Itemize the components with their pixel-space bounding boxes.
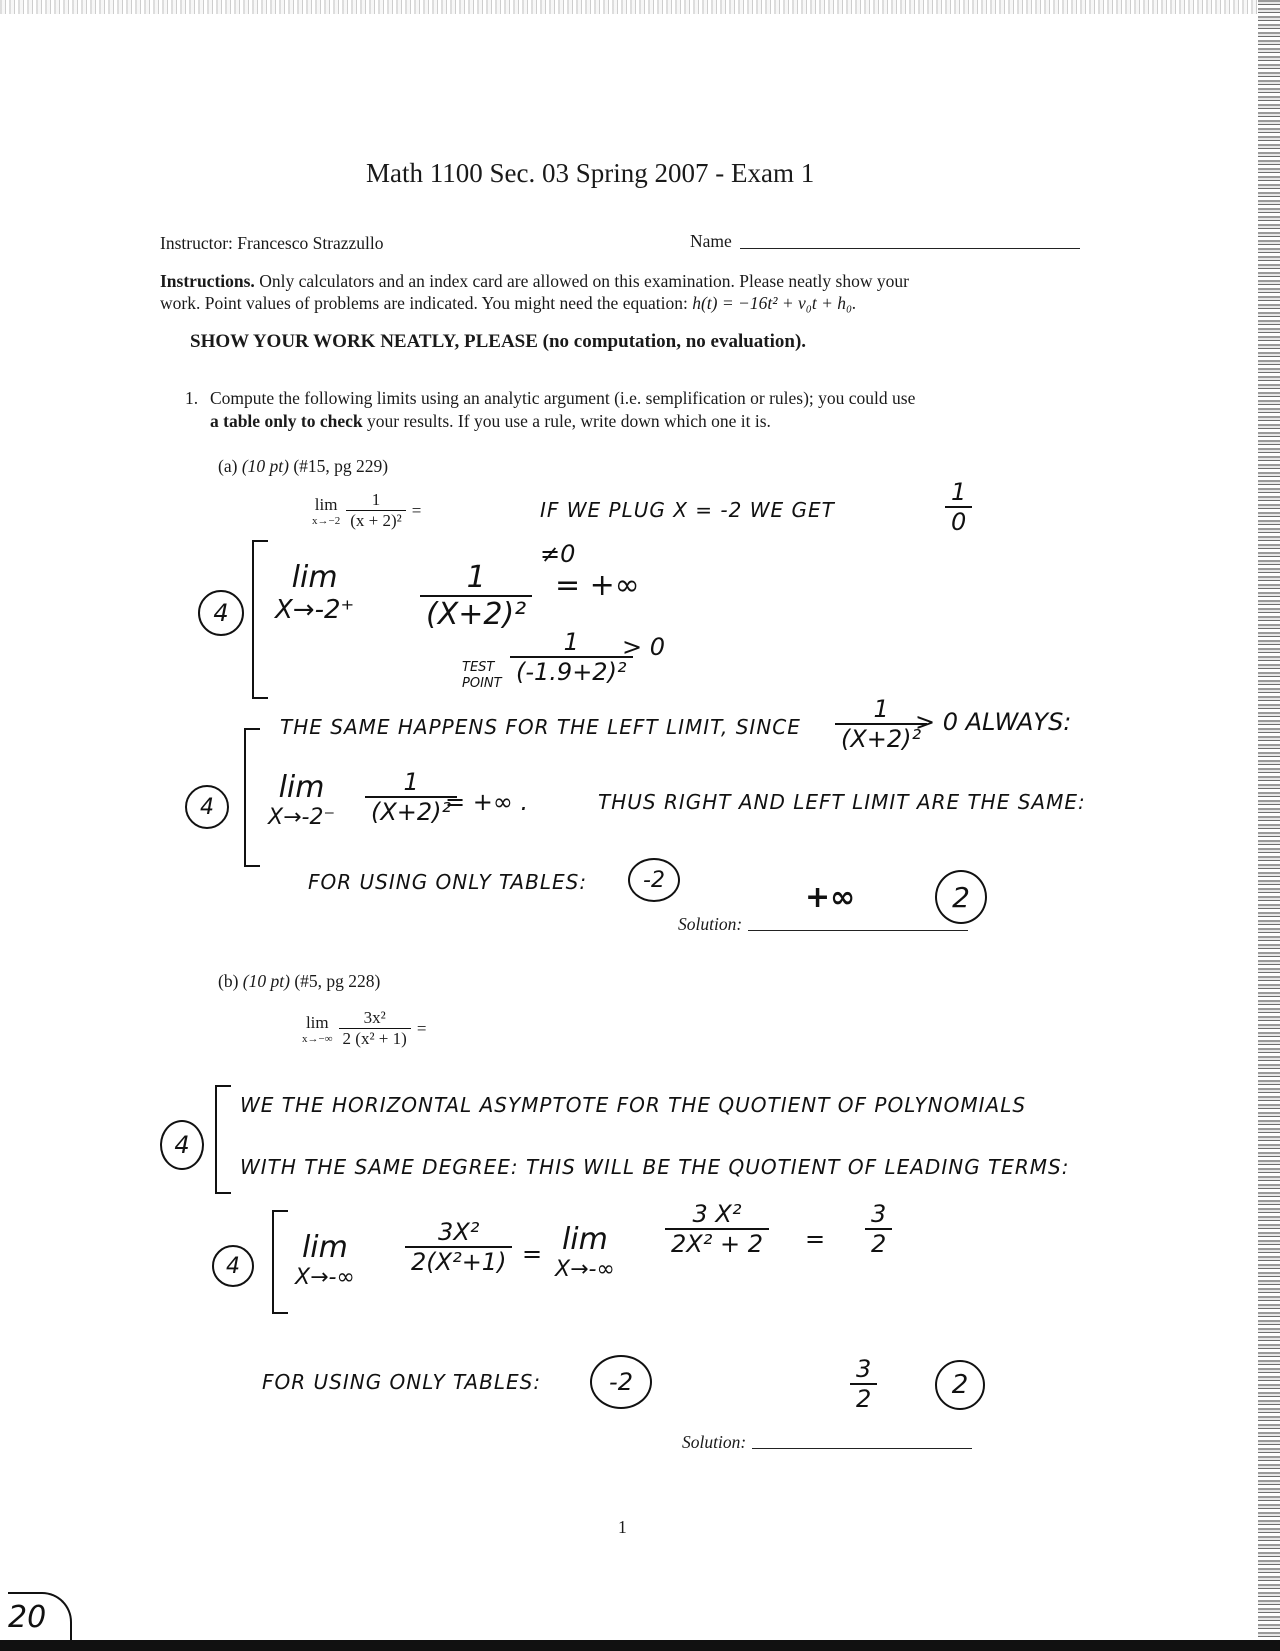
hw-a-always: > 0 ALWAYS: bbox=[915, 708, 1072, 736]
hw-a-test: TEST POINT bbox=[462, 660, 502, 691]
part-a-lim-block bbox=[312, 495, 340, 527]
part-a-lim: lim bbox=[314, 494, 338, 514]
part-a-ref: (#15, pg 229) bbox=[293, 456, 389, 476]
instructions-text1: Only calculators and an index card are allowed on this examination. Please neatly show your bbox=[259, 271, 909, 291]
hw-b-sub2: X→-∞ bbox=[555, 1257, 615, 1282]
score-circle-b2: 4 bbox=[212, 1245, 254, 1287]
hw-b-den2: 2X² + 2 bbox=[671, 1230, 763, 1258]
instructions-line1 bbox=[160, 271, 909, 292]
part-a-frac bbox=[346, 490, 406, 531]
hw-a-thus: THUS RIGHT AND LEFT LIMIT ARE THE SAME: bbox=[598, 790, 1086, 814]
part-b-solution-line bbox=[752, 1448, 972, 1449]
part-b-limit bbox=[302, 1008, 426, 1049]
hw-b-lim2: lim bbox=[561, 1222, 608, 1257]
hw-a-plug-fracbox bbox=[945, 478, 972, 536]
hw-a-eq2: = +∞ . bbox=[445, 788, 529, 816]
total-score-mark bbox=[8, 1592, 72, 1640]
score-circle-a2: 4 bbox=[185, 785, 229, 829]
part-a-points: (10 pt) bbox=[241, 456, 289, 476]
part-b-den: 2 (x² + 1) bbox=[342, 1029, 407, 1048]
part-b-header bbox=[218, 971, 380, 992]
hw-a-eq-inf: = +∞ bbox=[555, 568, 640, 603]
problem1-number: 1. bbox=[185, 388, 199, 408]
hw-a-lim: lim bbox=[291, 560, 338, 595]
part-b-frac bbox=[339, 1008, 411, 1049]
instructor-label: Instructor: Francesco Strazzullo bbox=[160, 233, 384, 253]
scan-bottom-bar bbox=[0, 1640, 1280, 1651]
exam-title: Math 1100 Sec. 03 Spring 2007 - Exam 1 bbox=[366, 158, 815, 188]
hw-b-num2: 3 X² bbox=[665, 1200, 769, 1230]
hw-a-same-num: 1 bbox=[835, 695, 927, 725]
part-b-points: (10 pt) bbox=[242, 971, 290, 991]
instructions-text2: work. Point values of problems are indicated. You might need the equation: bbox=[160, 293, 688, 313]
hw-b-ans-num: 3 bbox=[850, 1355, 877, 1385]
part-a-sub: x→−2 bbox=[312, 514, 341, 527]
hw-a-sub: X→-2⁺ bbox=[275, 595, 355, 625]
hw-a-fracbox bbox=[420, 560, 532, 632]
hw-a-plug-num: 1 bbox=[945, 478, 972, 508]
part-b-eq: = bbox=[416, 1018, 427, 1038]
show-work-bold: SHOW YOUR WORK NEATLY, PLEASE bbox=[190, 331, 538, 352]
problem1-tail: your results. If you use a rule, write down which one it is. bbox=[367, 411, 771, 431]
hw-a-same-fracbox bbox=[835, 695, 927, 753]
hw-b-fracbox1 bbox=[405, 1218, 512, 1276]
hw-a-num2: 1 bbox=[365, 768, 457, 798]
part-a-eq: = bbox=[411, 500, 422, 520]
hw-b-fracbox2 bbox=[665, 1200, 769, 1258]
penalty-circle-b: -2 bbox=[590, 1355, 652, 1409]
hw-b-lim2-block bbox=[555, 1222, 615, 1282]
problem1-line2 bbox=[210, 411, 771, 432]
hw-a-den2: (X+2)² bbox=[371, 798, 452, 826]
hw-bracket-a1 bbox=[252, 540, 268, 699]
name-label: Name bbox=[690, 231, 732, 251]
hw-b-eq1: = bbox=[522, 1240, 543, 1268]
total-score: 20 bbox=[8, 1600, 47, 1635]
hw-b-lim1: lim bbox=[301, 1230, 348, 1265]
part-b-solution-label: Solution: bbox=[682, 1432, 747, 1452]
part-b-label: (b) bbox=[218, 971, 239, 991]
hw-b-fracbox3 bbox=[865, 1200, 892, 1258]
hw-a-same-frac bbox=[835, 695, 927, 753]
hw-a-ne0: ≠0 bbox=[540, 540, 576, 568]
show-work-line bbox=[190, 331, 806, 353]
instructions-line2 bbox=[160, 293, 857, 314]
hw-b-tables: FOR USING ONLY TABLES: bbox=[262, 1370, 542, 1394]
hw-a-test-den: (-1.9+2)² bbox=[516, 658, 627, 686]
score-circle-a3: 2 bbox=[935, 870, 987, 924]
hw-a-plug: IF WE PLUG X = -2 WE GET bbox=[540, 498, 835, 522]
hw-b-frac3 bbox=[865, 1200, 892, 1258]
part-b-num: 3x² bbox=[339, 1008, 411, 1029]
hw-b-frac1 bbox=[405, 1218, 512, 1276]
hw-b-sub1: X→-∞ bbox=[295, 1265, 355, 1290]
instructions-equation: h(t) = −16t² + v₀t + h₀. bbox=[692, 293, 857, 313]
problem1-bold: a table only to check bbox=[210, 411, 363, 431]
hw-a-sub2: X→-2⁻ bbox=[268, 805, 336, 830]
hw-bracket-a2 bbox=[244, 728, 260, 867]
hw-a-test-frac bbox=[510, 628, 633, 686]
hw-b-line1: WE THE HORIZONTAL ASYMPTOTE FOR THE QUOTIENT OF POLYNOMIALS bbox=[240, 1093, 1027, 1117]
hw-b-den1: 2(X²+1) bbox=[411, 1248, 507, 1276]
scan-noise-top bbox=[0, 0, 1280, 14]
hw-a-gt0: > 0 bbox=[622, 633, 666, 661]
hw-a-fracbox2 bbox=[365, 768, 457, 826]
part-a-header bbox=[218, 456, 388, 477]
hw-b-line2: WITH THE SAME DEGREE: THIS WILL BE THE QUOTIENT OF LEADING TERMS: bbox=[240, 1155, 1070, 1179]
scan-noise-right bbox=[1258, 0, 1280, 1651]
hw-a-lim2-block bbox=[268, 770, 335, 830]
hw-a-same-den: (X+2)² bbox=[841, 725, 922, 753]
part-b-ref: (#5, pg 228) bbox=[294, 971, 381, 991]
hw-b-eq2: = bbox=[805, 1225, 826, 1253]
show-work-tail: (no computation, no evaluation). bbox=[542, 331, 807, 352]
hw-a-lim-block bbox=[275, 560, 354, 625]
part-b-lim: lim bbox=[305, 1012, 329, 1032]
problem1-line1: Compute the following limits using an analytic argument (i.e. semplification or rules); you could use bbox=[210, 388, 916, 408]
hw-a-lim2: lim bbox=[278, 770, 325, 805]
hw-b-lim1-block bbox=[295, 1230, 355, 1290]
part-a-limit bbox=[312, 490, 421, 531]
hw-a-frac bbox=[420, 560, 532, 632]
hw-b-num3: 3 bbox=[865, 1200, 892, 1230]
hw-b-answer bbox=[850, 1355, 877, 1413]
hw-b-num1: 3X² bbox=[405, 1218, 512, 1248]
hw-a-plug-den: 0 bbox=[951, 508, 967, 536]
hw-a-tables: FOR USING ONLY TABLES: bbox=[308, 870, 588, 894]
hw-a-answer: +∞ bbox=[805, 880, 856, 915]
hw-a-plug-frac bbox=[945, 478, 972, 536]
instructions-label: Instructions. bbox=[160, 271, 255, 291]
page-number: 1 bbox=[618, 1517, 627, 1537]
part-b-lim-block bbox=[302, 1013, 333, 1045]
hw-b-answer-fracbox bbox=[850, 1355, 877, 1413]
hw-b-ans-den: 2 bbox=[856, 1385, 872, 1413]
hw-a-den: (X+2)² bbox=[426, 597, 527, 632]
hw-a-same: THE SAME HAPPENS FOR THE LEFT LIMIT, SINCE bbox=[280, 715, 801, 739]
hw-bracket-b2 bbox=[272, 1210, 288, 1314]
score-circle-b3: 2 bbox=[935, 1360, 985, 1410]
hw-a-test-fracbox bbox=[510, 628, 633, 686]
hw-a-num: 1 bbox=[420, 560, 532, 597]
hw-b-den3: 2 bbox=[871, 1230, 887, 1258]
hw-bracket-b1 bbox=[215, 1085, 231, 1194]
hw-b-frac2 bbox=[665, 1200, 769, 1258]
part-b-sub: x→−∞ bbox=[302, 1032, 333, 1045]
name-line bbox=[740, 248, 1080, 249]
hw-a-test-num: 1 bbox=[510, 628, 633, 658]
part-a-solution-line bbox=[748, 930, 968, 931]
score-circle-a1: 4 bbox=[198, 590, 244, 636]
part-a-num: 1 bbox=[346, 490, 406, 511]
part-a-den: (x + 2)² bbox=[350, 511, 402, 530]
score-circle-b1: 4 bbox=[160, 1120, 204, 1170]
penalty-circle-a: -2 bbox=[628, 858, 680, 902]
part-a-label: (a) bbox=[218, 456, 238, 476]
part-a-solution-label: Solution: bbox=[678, 914, 743, 934]
hw-a-frac2 bbox=[365, 768, 457, 826]
